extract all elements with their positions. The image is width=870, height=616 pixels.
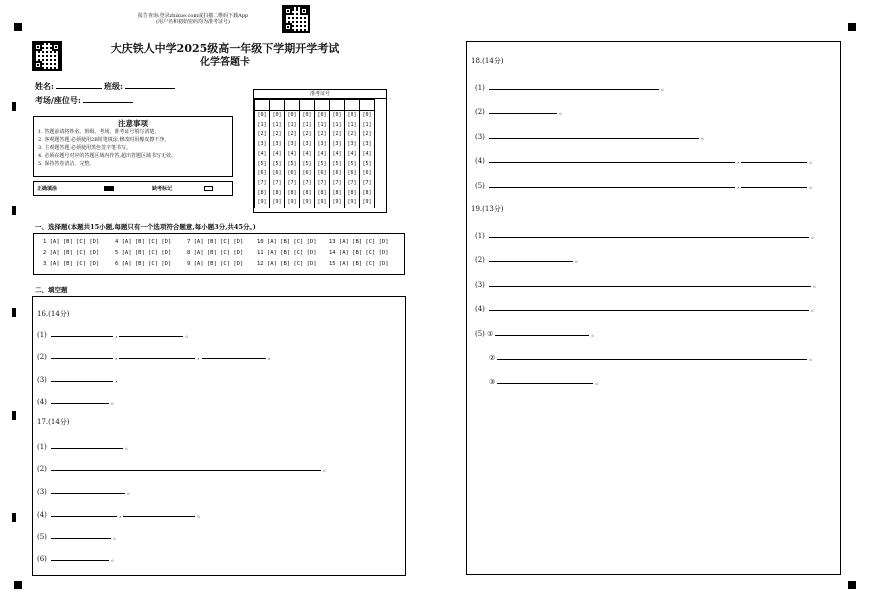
admission-digit-bubble[interactable]: [9] xyxy=(270,198,285,208)
admission-digit-bubble[interactable]: [0] xyxy=(255,111,270,121)
admission-title: 准考证号 xyxy=(254,90,386,99)
page-title: 大庆铁人中学2025级高一年级下学期开学考试 xyxy=(110,42,340,55)
choice-item[interactable]: 14 [A] [B] [C] [D] xyxy=(329,250,389,256)
punct: , xyxy=(737,182,740,190)
admission-digit-bubble[interactable]: [2] xyxy=(285,130,300,140)
corner-mark-bl xyxy=(14,581,22,589)
punct: 。 xyxy=(267,353,275,361)
notes-item: 2. 客观题答题,必须使用2B铅笔填涂,修改时用橡皮擦干净。 xyxy=(38,137,170,143)
admission-digit-bubble[interactable]: [2] xyxy=(255,130,270,140)
q18-part xyxy=(475,131,708,141)
answer-line[interactable] xyxy=(51,463,321,471)
admission-digit-bubble[interactable]: [7] xyxy=(270,179,285,189)
part-label: (2) xyxy=(475,256,485,264)
admission-digit-bubble[interactable]: [3] xyxy=(330,140,345,150)
answer-line[interactable] xyxy=(489,82,659,90)
admission-digit-bubble[interactable]: [5] xyxy=(330,160,345,170)
part-label: (3) xyxy=(37,376,47,384)
admission-digit-bubble[interactable]: [6] xyxy=(255,169,270,179)
q18-part xyxy=(475,106,566,116)
notice-line: (用户名和初始密码均为准考证号) xyxy=(156,19,230,25)
name-field[interactable] xyxy=(56,81,102,89)
admission-digit-bubble[interactable]: [3] xyxy=(315,140,330,150)
correct-fill-sample xyxy=(104,186,114,191)
admission-digit-bubble[interactable]: [8] xyxy=(285,189,300,199)
q19-part xyxy=(475,254,582,264)
class-label: 班级: xyxy=(103,81,123,91)
page-subtitle: 化学答题卡 xyxy=(200,57,250,68)
name-row xyxy=(35,81,177,90)
part-label: ③ xyxy=(489,378,496,386)
corner-mark-tr xyxy=(848,23,856,31)
punct: 。 xyxy=(323,465,331,473)
punct: , xyxy=(197,353,200,361)
admission-digit-bubble[interactable]: [5] xyxy=(300,160,315,170)
admission-digit-bubble[interactable]: [4] xyxy=(270,150,285,160)
choice-item[interactable]: 6 [A] [B] [C] [D] xyxy=(115,261,172,267)
answer-line[interactable] xyxy=(489,131,699,139)
admission-digit-bubble[interactable]: [1] xyxy=(285,121,300,131)
section1-heading: 一、选择题(本题共15小题,每题只有一个选项符合题意,每小题3分,共45分。) xyxy=(35,223,256,231)
admission-digit-bubble[interactable]: [7] xyxy=(285,179,300,189)
punct: 。 xyxy=(701,133,709,141)
notes-item: 1. 答题前请将姓名、班级、考场、准考证号填写清楚。 xyxy=(38,129,160,135)
qr-code-icon xyxy=(32,41,62,71)
admission-digit-bubble[interactable]: [4] xyxy=(330,150,345,160)
answer-line[interactable] xyxy=(497,376,593,384)
punct: 。 xyxy=(809,354,817,362)
side-mark xyxy=(12,206,16,215)
q16-part xyxy=(37,396,118,406)
admission-digit-box[interactable] xyxy=(300,100,315,111)
punct: 。 xyxy=(811,305,819,313)
punct: 。 xyxy=(575,256,583,264)
admission-digit-bubble[interactable]: [8] xyxy=(315,189,330,199)
part-label: (3) xyxy=(37,488,47,496)
seat-field[interactable] xyxy=(83,95,133,103)
admission-digit-bubble[interactable]: [1] xyxy=(330,121,345,131)
answer-line[interactable] xyxy=(202,351,266,359)
admission-digit-bubble[interactable]: [1] xyxy=(300,121,315,131)
admission-digit-bubble[interactable]: [3] xyxy=(360,140,375,150)
admission-digit-bubble[interactable]: [7] xyxy=(255,179,270,189)
admission-digit-bubble[interactable]: [3] xyxy=(255,140,270,150)
admission-digit-box[interactable] xyxy=(330,100,345,111)
answer-line[interactable] xyxy=(51,531,111,539)
admission-digit-bubble[interactable]: [9] xyxy=(360,198,375,208)
q19-part xyxy=(475,279,820,289)
admission-digit-bubble[interactable]: [9] xyxy=(285,198,300,208)
admission-digit-bubble[interactable]: [0] xyxy=(315,111,330,121)
q17-part xyxy=(37,531,120,541)
corner-mark-tl xyxy=(14,23,22,31)
admission-digit-bubble[interactable]: [6] xyxy=(300,169,315,179)
notes-item: 3. 主观题答题,必须使用黑色签字笔书写。 xyxy=(38,145,131,151)
answer-line[interactable] xyxy=(489,155,735,163)
admission-digit-bubble[interactable]: [0] xyxy=(300,111,315,121)
answer-line[interactable] xyxy=(489,180,735,188)
admission-digit-bubble[interactable]: [6] xyxy=(330,169,345,179)
admission-digit-box[interactable] xyxy=(315,100,330,111)
admission-digit-bubble[interactable]: [6] xyxy=(270,169,285,179)
answer-line[interactable] xyxy=(489,230,809,238)
part-label: (5) ① xyxy=(475,330,494,338)
punct: , xyxy=(115,353,118,361)
q17-part xyxy=(37,509,204,519)
punct: , xyxy=(119,511,122,519)
punct: 。 xyxy=(111,555,119,563)
answer-line[interactable] xyxy=(51,374,113,382)
admission-digit-bubble[interactable]: [7] xyxy=(330,179,345,189)
choice-item[interactable]: 13 [A] [B] [C] [D] xyxy=(329,239,389,245)
admission-digit-box[interactable] xyxy=(285,100,300,111)
admission-digit-bubble[interactable]: [6] xyxy=(360,169,375,179)
answer-line[interactable] xyxy=(119,351,195,359)
choice-item[interactable]: 3 [A] [B] [C] [D] xyxy=(43,261,100,267)
q18-part xyxy=(475,155,816,165)
q18-title: 18.(14分) xyxy=(471,57,504,65)
absent-mark-label: 缺考标记 xyxy=(152,186,173,192)
answer-line[interactable] xyxy=(51,509,117,517)
fill-in-box-right xyxy=(466,41,841,575)
section2-heading: 二、填空题 xyxy=(35,286,68,294)
admission-digit-box[interactable] xyxy=(270,100,285,111)
admission-digit-bubble[interactable]: [8] xyxy=(360,189,375,199)
admission-digit-bubble[interactable]: [2] xyxy=(330,130,345,140)
admission-digit-bubble[interactable]: [1] xyxy=(315,121,330,131)
admission-digit-bubble[interactable]: [1] xyxy=(255,121,270,131)
choice-item[interactable]: 10 [A] [B] [C] [D] xyxy=(257,239,317,245)
admission-digit-bubble[interactable]: [5] xyxy=(360,160,375,170)
punct: 。 xyxy=(197,511,205,519)
side-mark xyxy=(12,102,16,111)
admission-digit-bubble[interactable]: [7] xyxy=(345,179,360,189)
admission-digit-bubble[interactable]: [4] xyxy=(315,150,330,160)
admission-digit-bubble[interactable]: [2] xyxy=(270,130,285,140)
answer-line[interactable] xyxy=(51,351,113,359)
punct: 。 xyxy=(809,182,817,190)
notes-title: 注意事项 xyxy=(118,119,148,128)
q16-part xyxy=(37,351,275,361)
part-label: (5) xyxy=(475,182,485,190)
side-mark xyxy=(12,308,16,317)
admission-digit-bubble[interactable]: [0] xyxy=(285,111,300,121)
admission-digit-bubble[interactable]: [0] xyxy=(345,111,360,121)
q16-part xyxy=(37,374,117,384)
q18-part xyxy=(475,82,668,92)
admission-digit-bubble[interactable]: [2] xyxy=(315,130,330,140)
admission-digit-bubble[interactable]: [8] xyxy=(300,189,315,199)
report-notice xyxy=(118,13,268,25)
answer-line[interactable] xyxy=(119,329,183,337)
punct: 。 xyxy=(111,398,119,406)
part-label: (4) xyxy=(37,398,47,406)
choice-item[interactable]: 9 [A] [B] [C] [D] xyxy=(187,261,244,267)
answer-line[interactable] xyxy=(741,180,807,188)
admission-digit-bubble[interactable]: [9] xyxy=(300,198,315,208)
admission-digit-bubble[interactable]: [0] xyxy=(270,111,285,121)
choice-item[interactable]: 12 [A] [B] [C] [D] xyxy=(257,261,317,267)
choice-item[interactable]: 11 [A] [B] [C] [D] xyxy=(257,250,317,256)
admission-digit-bubble[interactable]: [9] xyxy=(255,198,270,208)
choice-item[interactable]: 4 [A] [B] [C] [D] xyxy=(115,239,172,245)
part-label: (3) xyxy=(475,133,485,141)
part-label: (4) xyxy=(475,305,485,313)
admission-digit-bubble[interactable]: [1] xyxy=(360,121,375,131)
part-label: (2) xyxy=(37,353,47,361)
choice-item[interactable]: 5 [A] [B] [C] [D] xyxy=(115,250,172,256)
answer-line[interactable] xyxy=(497,352,807,360)
side-mark xyxy=(12,411,16,420)
admission-digit-bubble[interactable]: [9] xyxy=(345,198,360,208)
part-label: (4) xyxy=(37,511,47,519)
q19-part xyxy=(489,376,602,386)
class-field[interactable] xyxy=(125,81,175,89)
q19-part xyxy=(489,352,816,362)
admission-digit-bubble[interactable]: [2] xyxy=(345,130,360,140)
admission-digit-bubble[interactable]: [3] xyxy=(300,140,315,150)
part-label: (1) xyxy=(475,232,485,240)
admission-digit-bubble[interactable]: [4] xyxy=(360,150,375,160)
admission-digit-bubble[interactable]: [7] xyxy=(315,179,330,189)
admission-digit-bubble[interactable]: [0] xyxy=(360,111,375,121)
q17-part xyxy=(37,486,134,496)
admission-digit-bubble[interactable]: [3] xyxy=(345,140,360,150)
fill-in-box-left xyxy=(32,296,406,576)
notes-item: 4. 必须在题号对应的答题区域内作答,超出答题区域书写无效。 xyxy=(38,153,176,159)
punct: 。 xyxy=(591,330,599,338)
side-mark xyxy=(12,513,16,522)
admission-digit-bubble[interactable]: [8] xyxy=(255,189,270,199)
admission-digit-bubble[interactable]: [4] xyxy=(255,150,270,160)
q17-title: 17.(14分) xyxy=(37,418,70,426)
admission-digit-bubble[interactable]: [7] xyxy=(300,179,315,189)
admission-digit-bubble[interactable]: [5] xyxy=(345,160,360,170)
punct: 。 xyxy=(813,281,821,289)
admission-digit-bubble[interactable]: [5] xyxy=(285,160,300,170)
choice-item[interactable]: 7 [A] [B] [C] [D] xyxy=(187,239,244,245)
admission-digit-bubble[interactable]: [0] xyxy=(330,111,345,121)
admission-digit-bubble[interactable]: [8] xyxy=(345,189,360,199)
punct: 。 xyxy=(559,108,567,116)
punct: , xyxy=(737,157,740,165)
q17-part xyxy=(37,553,118,563)
punct: 。 xyxy=(113,533,121,541)
admission-digits xyxy=(254,99,375,208)
q19-part xyxy=(475,328,598,338)
answer-line[interactable] xyxy=(489,303,809,311)
answer-line[interactable] xyxy=(489,279,811,287)
part-label: (1) xyxy=(37,443,47,451)
choice-item[interactable]: 15 [A] [B] [C] [D] xyxy=(329,261,389,267)
admission-digit-bubble[interactable]: [6] xyxy=(345,169,360,179)
absent-mark-checkbox[interactable] xyxy=(204,186,213,191)
fill-legend xyxy=(33,181,233,196)
choice-item[interactable]: 1 [A] [B] [C] [D] xyxy=(43,239,100,245)
admission-digit-bubble[interactable]: [4] xyxy=(345,150,360,160)
admission-digit-bubble[interactable]: [1] xyxy=(345,121,360,131)
answer-line[interactable] xyxy=(741,155,807,163)
punct: 。 xyxy=(125,443,133,451)
choice-item[interactable]: 8 [A] [B] [C] [D] xyxy=(187,250,244,256)
notes-item: 5. 保持答卷清洁、完整。 xyxy=(38,161,95,167)
admission-digit-bubble[interactable]: [8] xyxy=(270,189,285,199)
part-label: (2) xyxy=(37,465,47,473)
admission-digit-bubble[interactable]: [4] xyxy=(300,150,315,160)
admission-digit-box[interactable] xyxy=(360,100,375,111)
admission-digit-bubble[interactable]: [7] xyxy=(360,179,375,189)
admission-digit-bubble[interactable]: [4] xyxy=(285,150,300,160)
punct: 。 xyxy=(661,84,669,92)
admission-number-grid xyxy=(253,89,387,213)
answer-line[interactable] xyxy=(51,553,109,561)
admission-digit-bubble[interactable]: [5] xyxy=(315,160,330,170)
q16-part xyxy=(37,329,192,339)
seat-label: 考场/座位号: xyxy=(35,95,81,105)
q19-part xyxy=(475,303,818,313)
part-label: (4) xyxy=(475,157,485,165)
part-label: ② xyxy=(489,354,496,362)
part-label: (3) xyxy=(475,281,485,289)
punct: 。 xyxy=(185,331,193,339)
q17-part xyxy=(37,463,330,473)
punct: 。 xyxy=(809,157,817,165)
punct: , xyxy=(115,376,118,384)
answer-line[interactable] xyxy=(489,254,573,262)
answer-line[interactable] xyxy=(123,509,195,517)
admission-digit-box[interactable] xyxy=(255,100,270,111)
choice-box xyxy=(33,233,405,275)
punct: 。 xyxy=(811,232,819,240)
q16-title: 16.(14分) xyxy=(37,310,70,318)
part-label: (2) xyxy=(475,108,485,116)
notes-box xyxy=(33,116,233,177)
corner-mark-br xyxy=(848,581,856,589)
punct: 。 xyxy=(595,378,603,386)
part-label: (6) xyxy=(37,555,47,563)
q17-part xyxy=(37,441,132,451)
admission-digit-bubble[interactable]: [3] xyxy=(285,140,300,150)
correct-fill-label: 正确填涂 xyxy=(37,186,58,192)
answer-line[interactable] xyxy=(51,441,123,449)
admission-digit-bubble[interactable]: [8] xyxy=(330,189,345,199)
choice-item[interactable]: 2 [A] [B] [C] [D] xyxy=(43,250,100,256)
admission-digit-bubble[interactable]: [9] xyxy=(330,198,345,208)
notice-line: 报告查询:登录zhixue.com或扫描二维码下载App xyxy=(137,13,249,19)
part-label: (5) xyxy=(37,533,47,541)
punct: , xyxy=(115,331,118,339)
admission-digit-bubble[interactable]: [6] xyxy=(315,169,330,179)
answer-line[interactable] xyxy=(51,396,109,404)
admission-digit-bubble[interactable]: [9] xyxy=(315,198,330,208)
q19-title: 19.(13分) xyxy=(471,205,504,213)
qr-code-icon xyxy=(282,5,310,33)
seat-row xyxy=(35,95,135,104)
part-label: (1) xyxy=(475,84,485,92)
answer-line[interactable] xyxy=(495,328,589,336)
part-label: (1) xyxy=(37,331,47,339)
admission-digit-bubble[interactable]: [5] xyxy=(270,160,285,170)
answer-line[interactable] xyxy=(51,329,113,337)
q18-part xyxy=(475,180,816,190)
answer-line[interactable] xyxy=(489,106,557,114)
admission-digit-box[interactable] xyxy=(345,100,360,111)
punct: 。 xyxy=(127,488,135,496)
admission-digit-bubble[interactable]: [2] xyxy=(360,130,375,140)
q19-part xyxy=(475,230,818,240)
answer-line[interactable] xyxy=(51,486,125,494)
admission-digit-bubble[interactable]: [1] xyxy=(270,121,285,131)
name-label: 姓名: xyxy=(35,81,54,91)
admission-digit-bubble[interactable]: [6] xyxy=(285,169,300,179)
admission-digit-bubble[interactable]: [2] xyxy=(300,130,315,140)
admission-digit-bubble[interactable]: [5] xyxy=(255,160,270,170)
admission-digit-bubble[interactable]: [3] xyxy=(270,140,285,150)
